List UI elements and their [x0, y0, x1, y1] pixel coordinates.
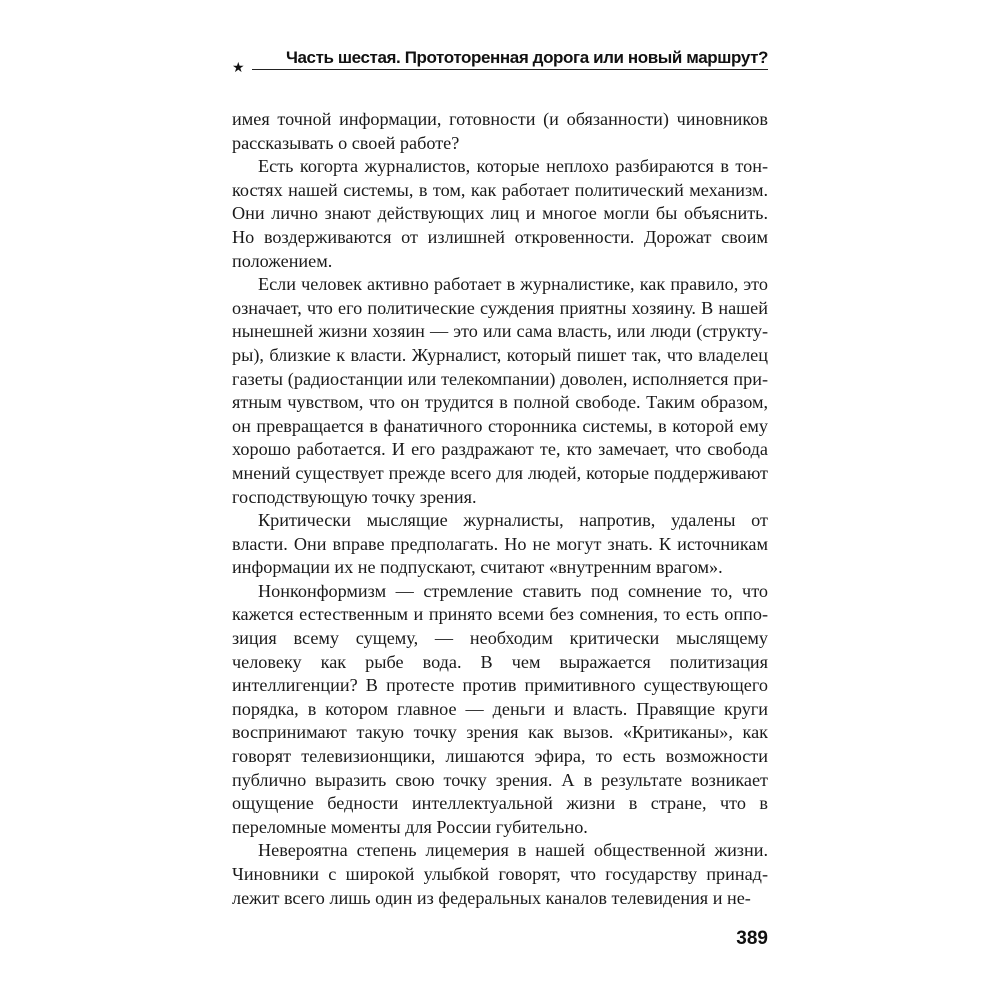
- body-text: [232, 108, 768, 910]
- header-rule: [252, 69, 768, 70]
- paragraph: Невероятна степень лицемерия в нашей общественной жизни. Чиновники с широкой улыбкой говорят, что государству принадлежит всего лишь один из федеральных каналов телевидения и не-: [232, 840, 768, 908]
- paragraph: Есть когорта журналистов, которые неплохо разбираются в тонкостях нашей системы, в том, как работает политический механизм. Они лично знают действующих лиц и многое могли бы объяснить. Но воздерживаются от излишней откровенности. Дорожат своим положением.: [232, 156, 768, 271]
- paragraph: имея точной информации, готовности (и обязанности) чиновников рассказывать о своей работе?: [232, 109, 768, 153]
- star-icon: ★: [232, 60, 245, 76]
- running-head: [232, 44, 768, 74]
- running-title: Часть шестая. Прототоренная дорога или новый маршрут?: [285, 48, 768, 67]
- paragraph: Если человек активно работает в журналистике, как правило, это означает, что его политические суждения приятны хозяину. В нашей нынешней жизни хозяин — это или сама власть, или люди (структуры), близкие к власти. Журналист, который пишет так, что владелец газеты (радиостанции или телекомпании) доволен, исполняется приятным чувством, что он трудится в полной свободе. Таким образом, он превращается в фанатичного сторонника системы, в которой ему хорошо работается. И его раздражают те, кто замечает, что свобода мнений существует прежде всего для людей, которые поддерживают господствующую точку зрения.: [232, 274, 768, 507]
- page-number: 389: [736, 928, 768, 949]
- paragraph: Нонконформизм — стремление ставить под сомнение то, что кажется естественным и принято всеми без сомнения, то есть оппозиция всему сущему, — необходим критически мыслящему человеку как рыбе вода. В чем выражается политизация интеллигенции? В протесте против примитивного существующего порядка, в котором главное — деньги и власть. Правящие круги воспринимают такую точку зрения как вызов. «Критиканы», как говорят телевизионщики, лишаются эфира, то есть возможности публично выразить свою точку зрения. А в результате возникает ощущение бедности интеллектуальной жизни в стране, что в переломные моменты для России губительно.: [232, 580, 768, 837]
- paragraph: Критически мыслящие журналисты, напротив, удалены от власти. Они вправе предполагать. Но не могут знать. К источникам информации их не подпускают, считают «внутренним врагом».: [232, 510, 768, 578]
